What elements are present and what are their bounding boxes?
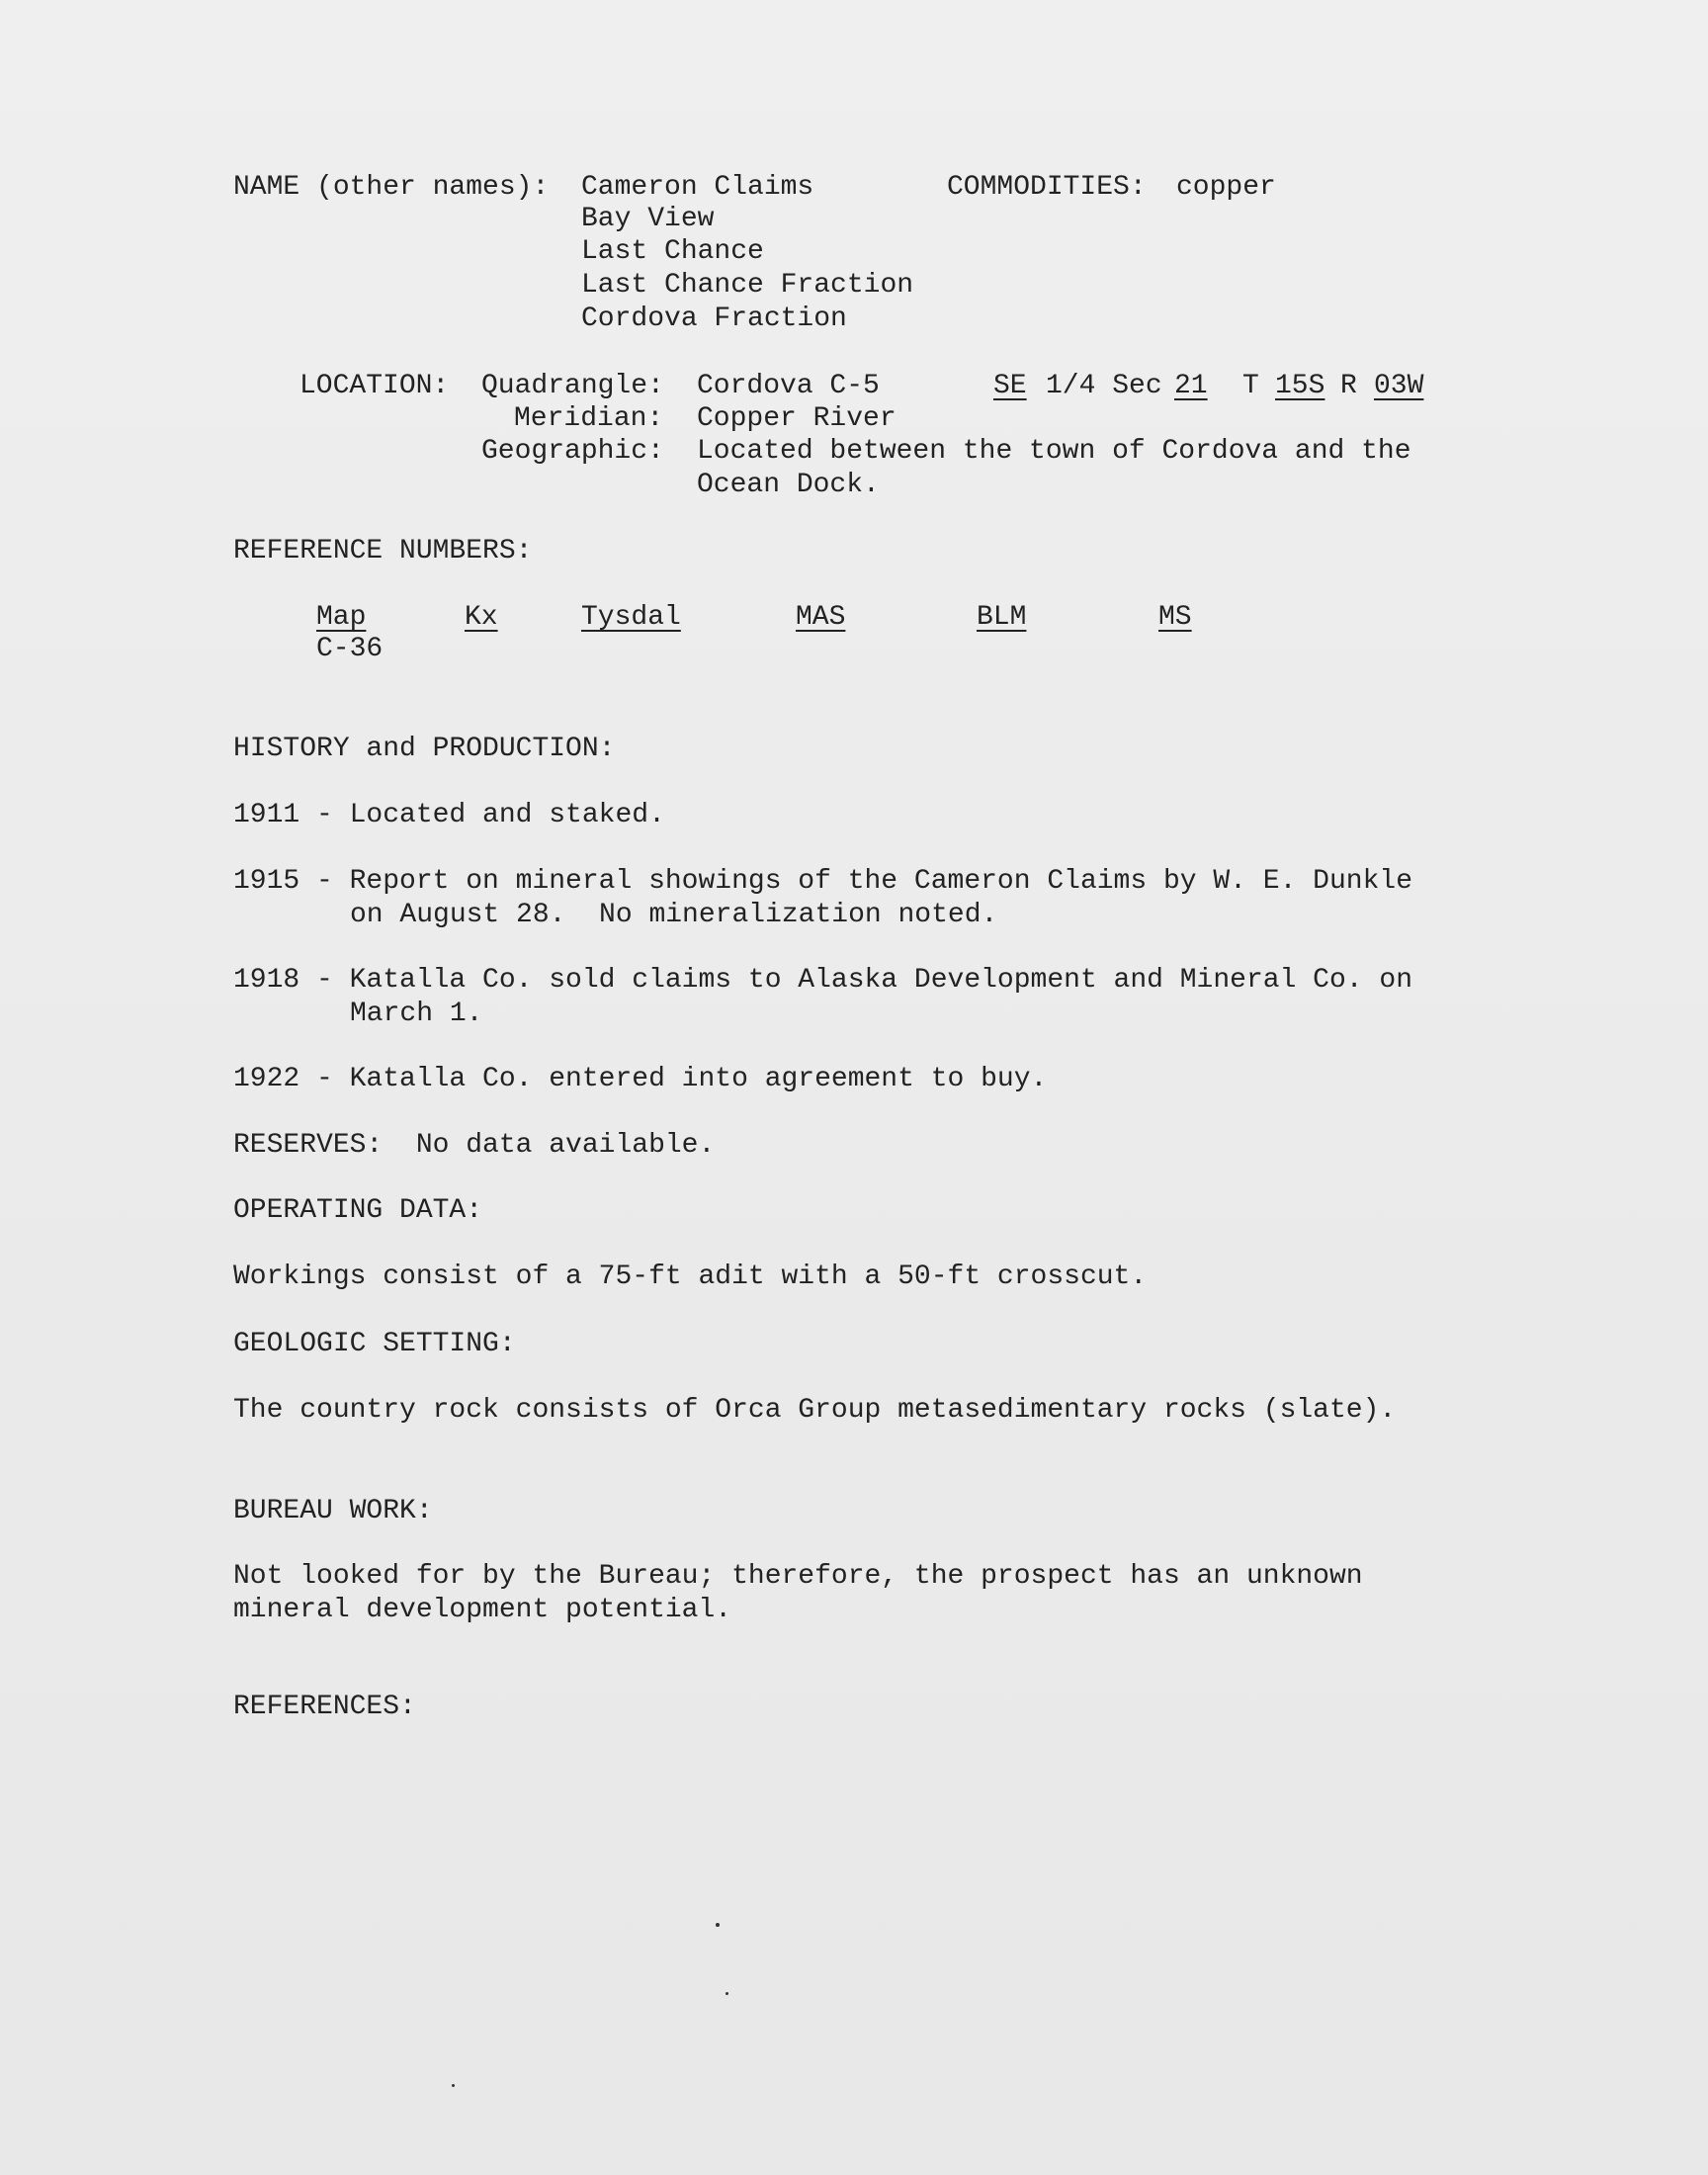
quarter-value: SE bbox=[993, 371, 1027, 401]
ref-tysdal-header: Tysdal bbox=[581, 602, 681, 633]
speck-mark bbox=[716, 1923, 720, 1927]
name-other: Last Chance bbox=[581, 236, 764, 267]
name-other: Cordova Fraction bbox=[581, 304, 847, 334]
history-entry: 1915 - Report on mineral showings of the Cameron Claims by W. E. Dunkle bbox=[233, 866, 1412, 897]
operating-data-label: OPERATING DATA: bbox=[233, 1195, 483, 1226]
commodities-label: COMMODITIES: bbox=[947, 172, 1147, 203]
operating-data-text: Workings consist of a 75-ft adit with a 50-ft crosscut. bbox=[233, 1262, 1148, 1292]
location-label: LOCATION: bbox=[299, 371, 450, 401]
commodities-value: copper bbox=[1176, 172, 1276, 203]
fraction-sec-label: 1/4 Sec bbox=[1046, 371, 1162, 401]
history-label: HISTORY and PRODUCTION: bbox=[233, 734, 616, 764]
meridian-label: Meridian: bbox=[514, 403, 664, 434]
range-label: R bbox=[1340, 371, 1357, 401]
township-value: 15S bbox=[1275, 371, 1325, 401]
geographic-value-cont: Ocean Dock. bbox=[697, 470, 880, 500]
bureau-work-label: BUREAU WORK: bbox=[233, 1496, 433, 1526]
name-other: Last Chance Fraction bbox=[581, 270, 914, 301]
township-label: T bbox=[1242, 371, 1259, 401]
geographic-label: Geographic: bbox=[481, 436, 664, 467]
ref-blm-header: BLM bbox=[977, 602, 1027, 633]
geologic-setting-text: The country rock consists of Orca Group metasedimentary rocks (slate). bbox=[233, 1395, 1397, 1426]
range-value: 03W bbox=[1374, 371, 1424, 401]
name-other: Bay View bbox=[581, 204, 715, 234]
bureau-work-text: Not looked for by the Bureau; therefore, the prospect has an unknown bbox=[233, 1561, 1363, 1592]
geologic-setting-label: GEOLOGIC SETTING: bbox=[233, 1329, 516, 1359]
meridian-value: Copper River bbox=[697, 403, 897, 434]
section-value: 21 bbox=[1174, 371, 1208, 401]
bureau-work-text-cont: mineral development potential. bbox=[233, 1595, 732, 1625]
ref-map-header: Map bbox=[316, 602, 367, 633]
ref-mas-header: MAS bbox=[796, 602, 846, 633]
ref-map-value: C-36 bbox=[316, 634, 384, 664]
quadrangle-label: Quadrangle: bbox=[481, 371, 664, 401]
speck-mark bbox=[726, 1992, 728, 1995]
history-entry: 1911 - Located and staked. bbox=[233, 800, 665, 830]
history-entry-cont: on August 28. No mineralization noted. bbox=[350, 900, 998, 930]
name-label: NAME (other names): bbox=[233, 172, 550, 203]
references-label: REFERENCES: bbox=[233, 1692, 416, 1722]
quadrangle-value: Cordova C-5 bbox=[697, 371, 880, 401]
reserves-line: RESERVES: No data available. bbox=[233, 1130, 716, 1161]
history-entry: 1918 - Katalla Co. sold claims to Alaska Development and Mineral Co. on bbox=[233, 965, 1412, 996]
ref-ms-header: MS bbox=[1158, 602, 1192, 633]
reference-numbers-label: REFERENCE NUMBERS: bbox=[233, 536, 533, 566]
history-entry: 1922 - Katalla Co. entered into agreement to buy. bbox=[233, 1064, 1048, 1094]
speck-mark bbox=[452, 2084, 455, 2087]
history-entry-cont: March 1. bbox=[350, 999, 483, 1029]
ref-kx-header: Kx bbox=[465, 602, 498, 633]
name-primary: Cameron Claims bbox=[581, 172, 814, 203]
geographic-value: Located between the town of Cordova and the bbox=[697, 436, 1411, 467]
